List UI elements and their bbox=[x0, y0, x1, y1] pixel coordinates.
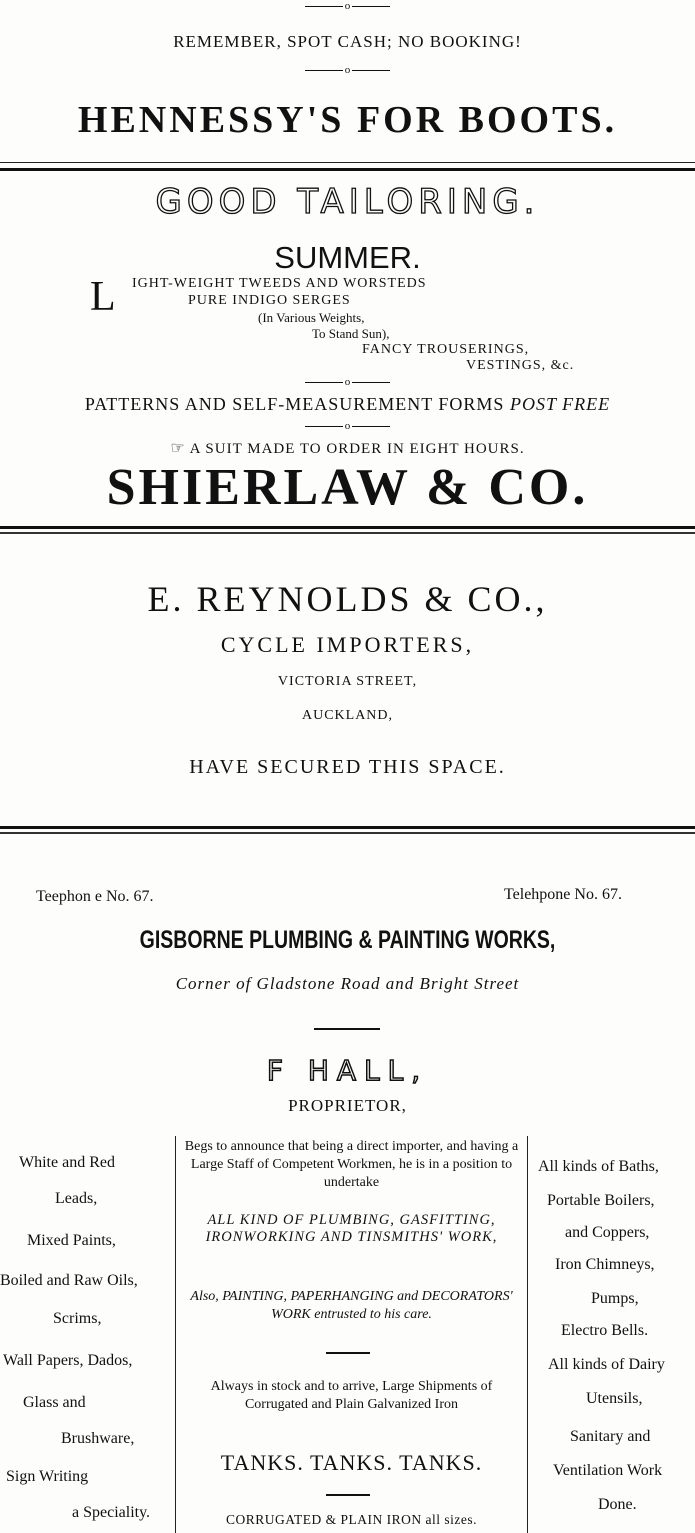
list-item: Boiled and Raw Oils, bbox=[0, 1272, 138, 1289]
painting-services: Also, PAINTING, PAPERHANGING and DECORATORS' WORK entrusted to his care. bbox=[190, 1289, 513, 1322]
list-item: Ventilation Work bbox=[553, 1462, 663, 1479]
street-label: VICTORIA STREET, bbox=[277, 674, 418, 689]
fabric-line: To Stand Sun), bbox=[312, 326, 390, 341]
proprietor-name: F HALL, bbox=[266, 1054, 429, 1087]
spot-cash-notice: REMEMBER, SPOT CASH; NO BOOKING! bbox=[173, 32, 522, 51]
shierlaw-divider: o bbox=[0, 420, 695, 432]
tanks-line: TANKS. TANKS. TANKS. bbox=[220, 1450, 483, 1475]
divider bbox=[326, 1352, 370, 1354]
list-item: Brushware, bbox=[61, 1430, 135, 1447]
pointing-hand-icon: ☞ bbox=[170, 440, 186, 457]
announcement: Begs to announce that being a direct importer, and having a Large Staff of Competent Workmen, he is in a position to undertake bbox=[184, 1139, 519, 1190]
list-item: Wall Papers, Dados, bbox=[3, 1352, 133, 1369]
list-item: Done. bbox=[598, 1496, 637, 1513]
list-item: Utensils, bbox=[586, 1390, 643, 1407]
patterns-line: PATTERNS AND SELF-MEASUREMENT FORMS POST FREE bbox=[84, 394, 611, 414]
stock-notice: Always in stock and to arrive, Large Shipments of Corrugated and Plain Galvanized Iron bbox=[210, 1379, 493, 1412]
list-item: All kinds of Baths, bbox=[538, 1158, 659, 1175]
section-rule bbox=[0, 162, 695, 163]
city-label: AUCKLAND, bbox=[301, 708, 394, 723]
fabric-line: IGHT-WEIGHT TWEEDS AND WORSTEDS bbox=[132, 276, 427, 291]
divider bbox=[326, 1494, 370, 1496]
fabric-line: FANCY TROUSERINGS, bbox=[362, 342, 530, 357]
shierlaw-divider: o bbox=[0, 376, 695, 388]
iron-sizes-line: CORRUGATED & PLAIN IRON all sizes. bbox=[226, 1512, 477, 1527]
divider bbox=[314, 1028, 380, 1030]
fabric-line: PURE INDIGO SERGES bbox=[188, 293, 351, 308]
summer-heading: SUMMER. bbox=[274, 240, 421, 275]
column-divider bbox=[527, 1136, 528, 1533]
telephone-right: Telehpone No. 67. bbox=[504, 886, 622, 903]
cycle-importers-label: CYCLE IMPORTERS, bbox=[220, 632, 475, 657]
list-item: Electro Bells. bbox=[561, 1322, 649, 1339]
column-divider bbox=[175, 1136, 176, 1533]
secured-space-notice: HAVE SECURED THIS SPACE. bbox=[189, 756, 506, 778]
shierlaw-firm-name: SHIERLAW & CO. bbox=[106, 459, 589, 516]
proprietor-label: PROPRIETOR, bbox=[288, 1096, 407, 1115]
telephone-left: Teephon e No. 67. bbox=[36, 888, 154, 905]
section-rule bbox=[0, 168, 695, 171]
list-item: Mixed Paints, bbox=[27, 1232, 116, 1249]
list-item: Sanitary and bbox=[570, 1428, 651, 1445]
good-tailoring-heading: GOOD TAILORING. bbox=[155, 182, 540, 222]
drop-cap: L bbox=[90, 274, 116, 320]
plumbing-services: ALL KIND OF PLUMBING, GASFITTING, IRONWORKING AND TINSMITHS' WORK, bbox=[205, 1212, 498, 1245]
notice-divider: o bbox=[0, 64, 695, 76]
list-item: and Coppers, bbox=[565, 1224, 650, 1241]
section-rule bbox=[0, 826, 695, 829]
list-item: a Speciality. bbox=[72, 1504, 151, 1521]
list-item: Sign Writing bbox=[6, 1468, 89, 1485]
list-item: Leads, bbox=[55, 1190, 98, 1207]
top-divider: o bbox=[0, 0, 695, 12]
gisborne-title: GISBORNE PLUMBING & PAINTING WORKS, bbox=[139, 926, 556, 954]
list-item: Iron Chimneys, bbox=[555, 1256, 655, 1273]
reynolds-firm-name: E. REYNOLDS & CO., bbox=[147, 579, 548, 619]
list-item: All kinds of Dairy bbox=[548, 1356, 665, 1373]
hennessy-headline: HENNESSY'S FOR BOOTS. bbox=[77, 99, 618, 141]
section-rule bbox=[0, 532, 695, 534]
list-item: Portable Boilers, bbox=[547, 1192, 655, 1209]
list-item: Scrims, bbox=[53, 1310, 102, 1327]
list-item: Glass and bbox=[23, 1394, 86, 1411]
fabric-line: VESTINGS, &c. bbox=[466, 358, 575, 373]
gisborne-address: Corner of Gladstone Road and Bright Street bbox=[175, 974, 520, 993]
section-rule bbox=[0, 526, 695, 529]
suit-offer-line: ☞ A SUIT MADE TO ORDER IN EIGHT HOURS. bbox=[170, 440, 525, 457]
fabric-line: (In Various Weights, bbox=[258, 310, 365, 325]
list-item: Pumps, bbox=[591, 1290, 639, 1307]
section-rule bbox=[0, 832, 695, 834]
list-item: White and Red bbox=[19, 1154, 115, 1171]
